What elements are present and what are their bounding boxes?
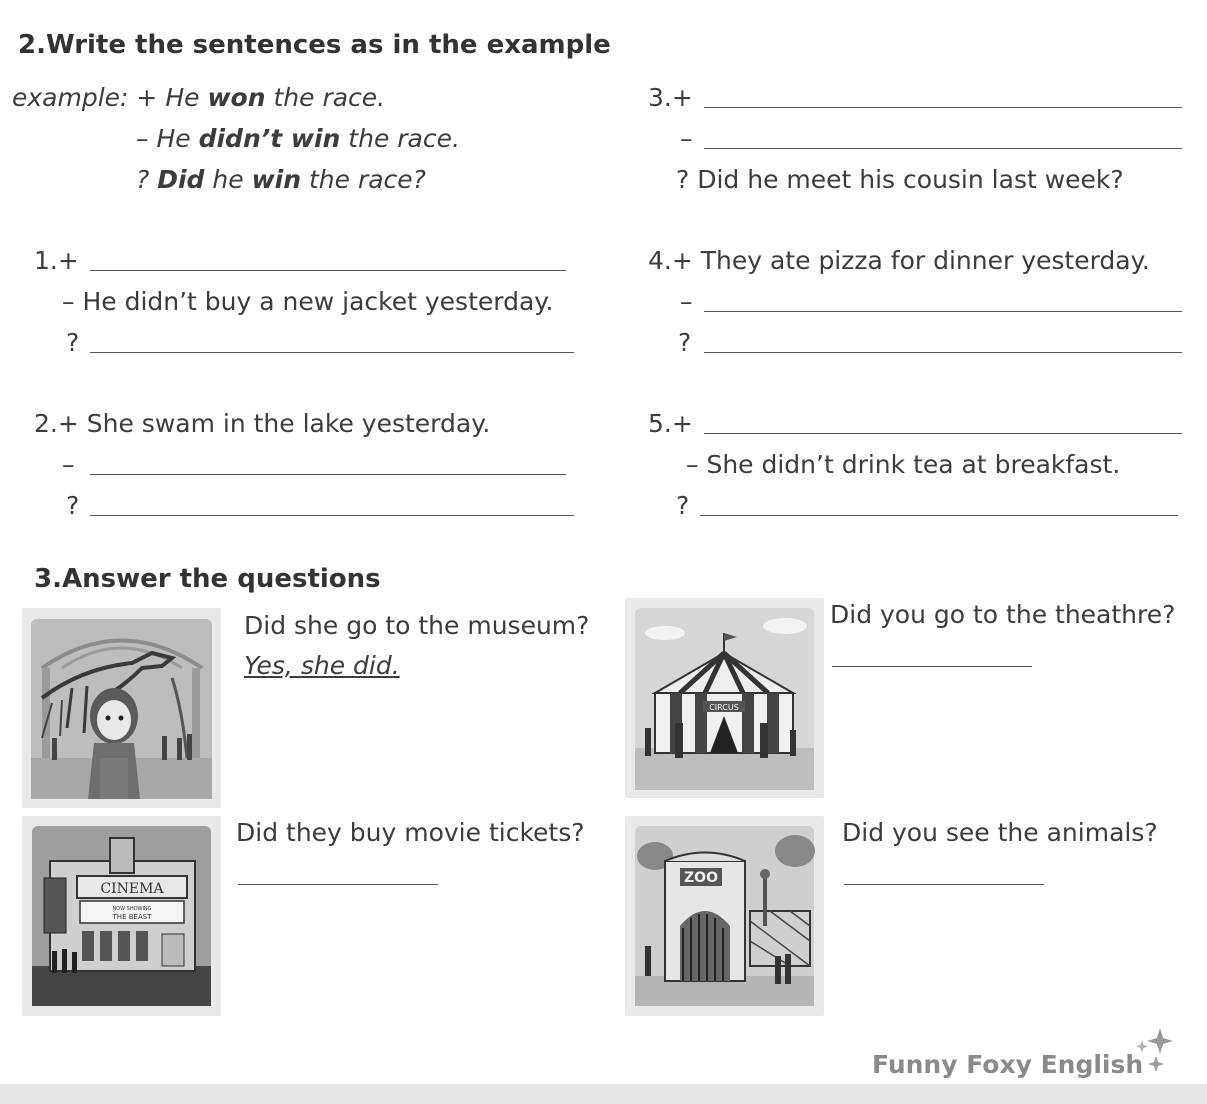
item-5-plus-blank[interactable]	[704, 433, 1182, 434]
example-minus-bold: didn’t win	[198, 124, 341, 153]
item-2-plus	[34, 408, 490, 440]
zoo-picture	[625, 816, 824, 1016]
item-3-plus-blank[interactable]	[704, 107, 1182, 108]
item-4-number: 4.	[648, 246, 672, 275]
answer-2-blank[interactable]	[832, 666, 1032, 667]
item-5-question: ?	[676, 491, 690, 520]
example-question	[136, 164, 426, 196]
sparkle-icon	[1130, 1026, 1178, 1076]
item-5-minus: – She didn’t drink tea at breakfast.	[686, 450, 1121, 479]
section-3-number: 3.	[34, 564, 62, 594]
example-plus-prefix: + He	[136, 83, 208, 112]
circus-picture	[625, 598, 824, 798]
item-3-minus-blank[interactable]	[704, 148, 1182, 149]
item-3-question: ? Did he meet his cousin last week?	[676, 165, 1124, 194]
item-1-minus: – He didn’t buy a new jacket yesterday.	[62, 287, 554, 316]
circus-illustration	[625, 598, 824, 798]
brand-name: Funny Foxy English	[872, 1050, 1144, 1079]
example-q-mid: he	[204, 165, 252, 194]
example-plus-bold: won	[207, 83, 266, 112]
question-2: Did you go to the theathre?	[830, 600, 1176, 629]
section-2-number: 2.	[18, 30, 46, 60]
example-minus-prefix: – He	[136, 124, 199, 153]
item-1-question: ?	[66, 328, 80, 357]
item-2-plus-text: + She swam in the lake yesterday.	[57, 409, 491, 438]
answer-1[interactable]: Yes, she did.	[244, 651, 400, 680]
section-3-heading	[34, 564, 381, 594]
item-3-plus-text: +	[671, 83, 693, 112]
item-2-question-blank[interactable]	[90, 515, 574, 516]
zoo-sign: ZOO	[684, 870, 718, 886]
section-2-heading	[18, 30, 611, 60]
answer-4-blank[interactable]	[844, 884, 1044, 885]
item-4-question-blank[interactable]	[704, 352, 1182, 353]
item-5-plus	[648, 408, 693, 440]
question-4: Did you see the animals?	[842, 818, 1158, 847]
cinema-marquee-line1: NOW SHOWING	[112, 906, 152, 912]
cinema-sign: CINEMA	[100, 881, 164, 897]
item-2-question: ?	[66, 491, 80, 520]
museum-picture	[22, 608, 221, 808]
example-q-suffix: the race?	[301, 165, 426, 194]
item-3-number: 3.	[648, 83, 672, 112]
example-plus	[12, 82, 385, 114]
item-1-plus	[34, 245, 79, 277]
example-minus	[136, 123, 460, 155]
item-2-minus: –	[62, 450, 75, 479]
item-2-minus-blank[interactable]	[90, 474, 566, 475]
section-2-title: Write the sentences as in the example	[45, 30, 611, 60]
item-3-minus: –	[680, 124, 693, 153]
item-1-question-blank[interactable]	[90, 352, 574, 353]
example-q-bold2: win	[251, 165, 302, 194]
item-1-number: 1.	[34, 246, 58, 275]
item-5-plus-text: +	[671, 409, 693, 438]
section-3-title: Answer the questions	[61, 564, 381, 594]
museum-illustration	[22, 608, 221, 808]
item-1-plus-text: +	[57, 246, 79, 275]
cinema-marquee-line2: THE BEAST	[112, 913, 152, 921]
item-4-plus	[648, 245, 1150, 277]
example-label: example:	[12, 83, 129, 112]
circus-sign: CIRCUS	[709, 703, 739, 712]
footer-bar	[0, 1084, 1207, 1104]
item-4-plus-text: + They ate pizza for dinner yesterday.	[671, 246, 1150, 275]
item-4-minus-blank[interactable]	[704, 311, 1182, 312]
answer-3-blank[interactable]	[238, 884, 438, 885]
example-minus-suffix: the race.	[340, 124, 460, 153]
question-1: Did she go to the museum?	[244, 611, 590, 640]
zoo-illustration	[625, 816, 824, 1016]
cinema-illustration	[22, 816, 221, 1016]
question-3: Did they buy movie tickets?	[236, 818, 585, 847]
item-1-plus-blank[interactable]	[90, 270, 566, 271]
example-q-prefix: ?	[136, 165, 158, 194]
item-2-number: 2.	[34, 409, 58, 438]
cinema-picture	[22, 816, 221, 1016]
item-4-question: ?	[678, 328, 692, 357]
item-4-minus: –	[680, 287, 693, 316]
example-plus-suffix: the race.	[265, 83, 386, 112]
item-5-number: 5.	[648, 409, 672, 438]
item-5-question-blank[interactable]	[700, 515, 1178, 516]
example-q-bold1: Did	[157, 165, 205, 194]
item-3-plus	[648, 82, 693, 114]
